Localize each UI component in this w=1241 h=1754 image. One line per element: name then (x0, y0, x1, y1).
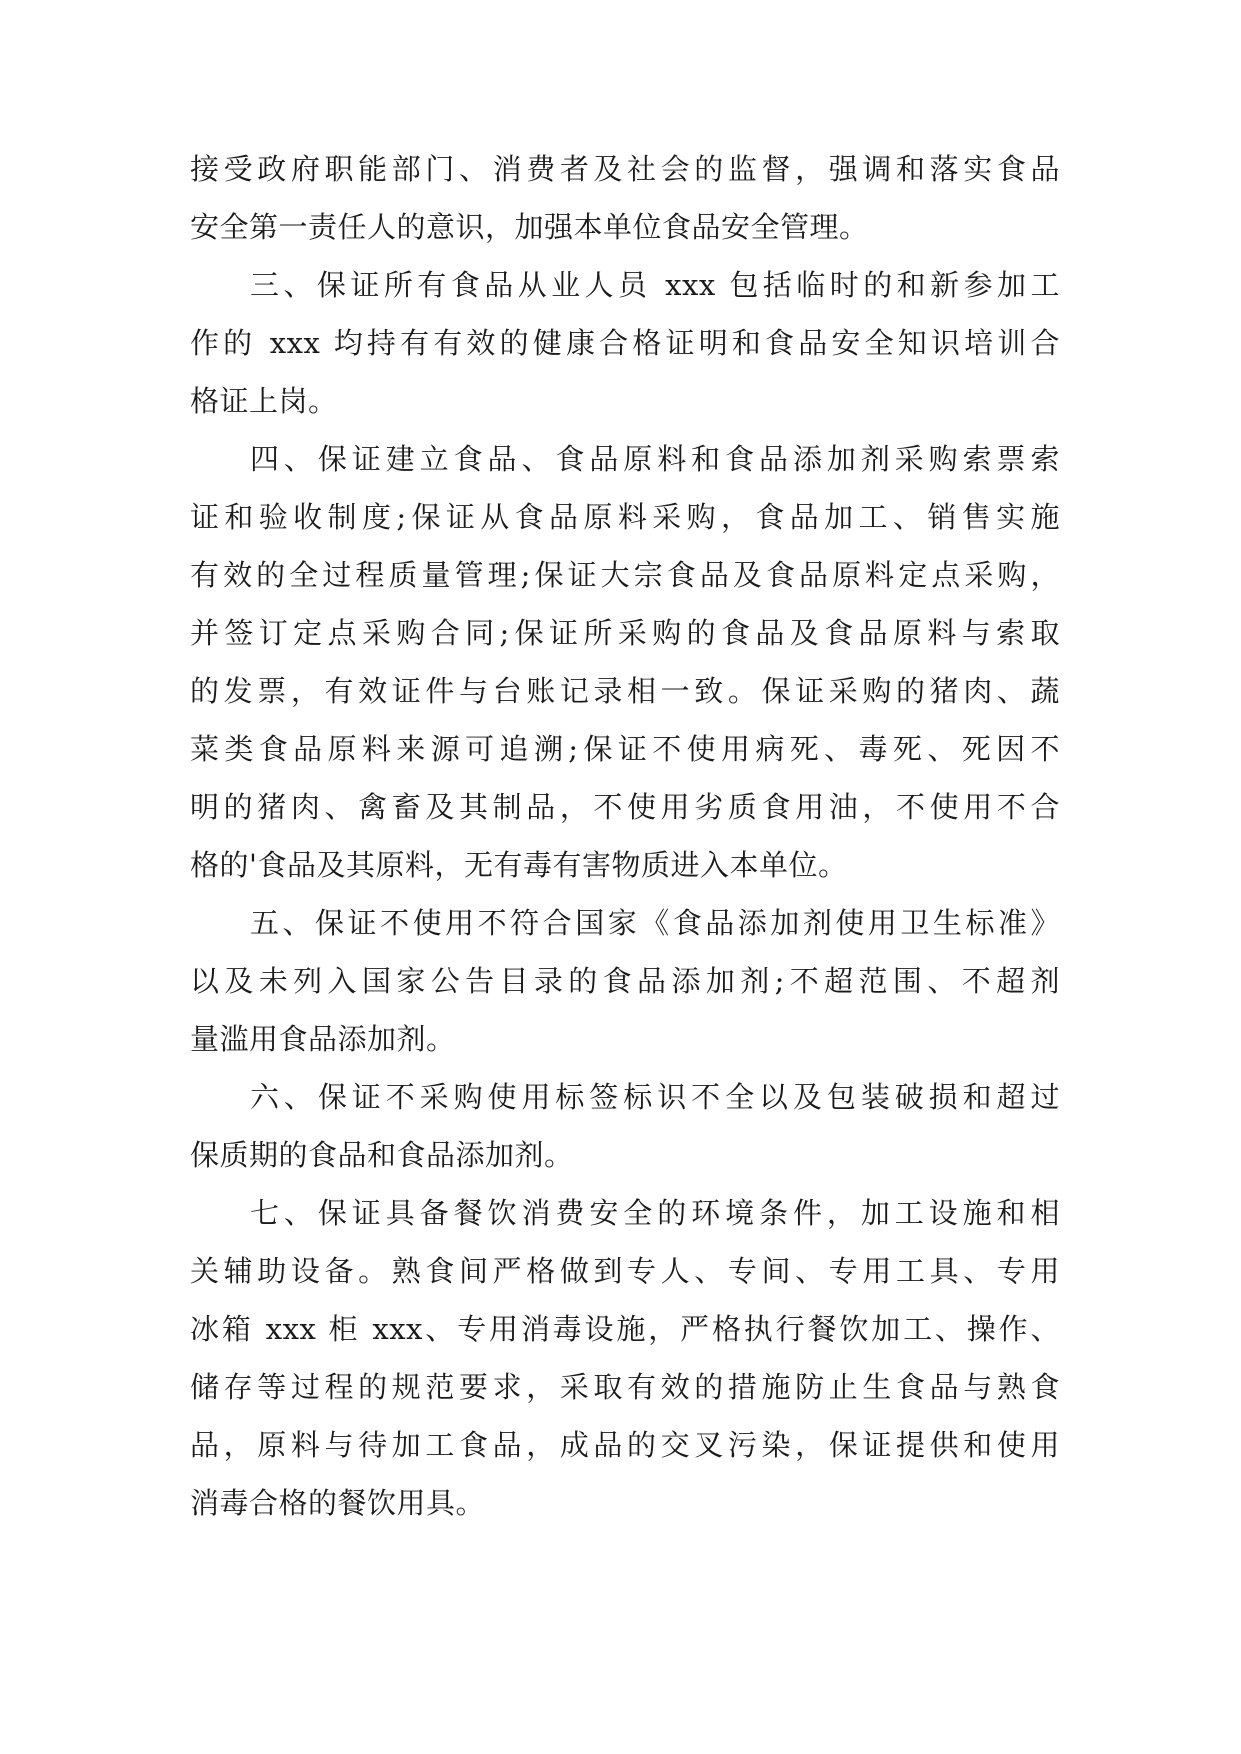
text-line: 五、保证不使用不符合国家《食品添加剂使用卫生标准》 (250, 906, 1060, 940)
paragraph-6 (190, 1068, 1060, 1184)
paragraph-2-continued (190, 140, 1060, 256)
text-line: 七、保证具备餐饮消费安全的环境条件，加工设施和相 (250, 1196, 1060, 1230)
text-line: 消毒合格的餐饮用具。 (190, 1486, 486, 1520)
text-line: 格的'食品及其原料，无有毒有害物质进入本单位。 (190, 848, 848, 882)
text-line: 安全第一责任人的意识，加强本单位食品安全管理。 (190, 210, 869, 244)
text-line: 冰箱 xxx 柜 xxx、专用消毒设施，严格执行餐饮加工、操作、 (190, 1312, 1060, 1346)
text-line: 接受政府职能部门、消费者及社会的监督，强调和落实食品 (190, 152, 1060, 186)
text-line: 三、保证所有食品从业人员 xxx 包括临时的和新参加工 (250, 268, 1060, 302)
text-line: 保质期的食品和食品添加剂。 (190, 1138, 574, 1172)
paragraph-5 (190, 894, 1060, 1068)
text-line: 四、保证建立食品、食品原料和食品添加剂采购索票索 (250, 442, 1060, 476)
text-line: 菜类食品原料来源可追溯;保证不使用病死、毒死、死因不 (190, 732, 1060, 766)
text-line: 作的 xxx 均持有有效的健康合格证明和食品安全知识培训合 (190, 326, 1060, 360)
text-line: 品，原料与待加工食品，成品的交叉污染，保证提供和使用 (190, 1428, 1060, 1462)
text-line: 以及未列入国家公告目录的食品添加剂;不超范围、不超剂 (190, 964, 1060, 998)
text-line: 格证上岗。 (190, 384, 338, 418)
paragraph-7 (190, 1184, 1060, 1532)
text-line: 并签订定点采购合同;保证所采购的食品及食品原料与索取 (190, 616, 1060, 650)
text-line: 的发票，有效证件与台账记录相一致。保证采购的猪肉、蔬 (190, 674, 1060, 708)
paragraph-3 (190, 256, 1060, 430)
text-line: 有效的全过程质量管理;保证大宗食品及食品原料定点采购， (190, 558, 1060, 592)
text-line: 量滥用食品添加剂。 (190, 1022, 456, 1056)
paragraph-4 (190, 430, 1060, 894)
text-line: 明的猪肉、禽畜及其制品，不使用劣质食用油，不使用不合 (190, 790, 1060, 824)
text-line: 关辅助设备。熟食间严格做到专人、专间、专用工具、专用 (190, 1254, 1060, 1288)
document-page (190, 140, 1060, 1532)
text-line: 证和验收制度;保证从食品原料采购，食品加工、销售实施 (190, 500, 1060, 534)
text-line: 储存等过程的规范要求，采取有效的措施防止生食品与熟食 (190, 1370, 1060, 1404)
text-line: 六、保证不采购使用标签标识不全以及包装破损和超过 (250, 1080, 1060, 1114)
